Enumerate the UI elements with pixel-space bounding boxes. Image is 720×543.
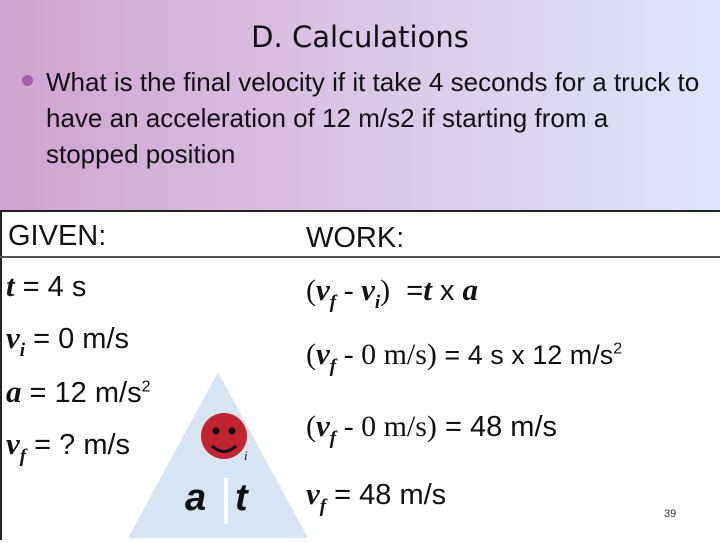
times-sign: x (431, 275, 463, 307)
vf-variable: v (316, 336, 330, 371)
vi-value: = 0 m/s (25, 323, 129, 355)
final-answer: = 48 m/s (326, 479, 447, 511)
vf-variable: v (316, 408, 330, 443)
vi-variable: v (361, 272, 375, 307)
work-line-4 (306, 476, 447, 517)
vi-variable: v (6, 320, 20, 355)
vi-subscript: i (19, 340, 26, 361)
slide-title: D. Calculations (251, 20, 469, 54)
formula-triangle (118, 372, 308, 543)
vf-subscript: f (329, 428, 337, 449)
time-value: = 4 s (14, 271, 87, 303)
vf-subscript: f (19, 446, 27, 467)
vf-variable: v (306, 476, 320, 511)
vi-subscript: i (374, 292, 381, 313)
paren-open: ( (306, 274, 316, 307)
vf-value: = ? m/s (26, 429, 131, 461)
acceleration-value: = 12 m/s (21, 377, 142, 409)
triangle-time-label: t (235, 477, 248, 519)
paren-close: ) (380, 274, 391, 307)
time-variable: t (423, 272, 432, 307)
initial-velocity-substitution: - 0 m/s) (336, 338, 437, 371)
page-number: 39 (664, 508, 677, 520)
given-final-velocity (6, 426, 131, 467)
face-icon (201, 413, 247, 459)
triangle-acceleration-label: a (185, 477, 207, 519)
triangle-corner-subscript: i (244, 448, 248, 463)
product-expression: = 4 s x 12 m/s (436, 340, 614, 370)
given-time (6, 268, 86, 304)
vf-subscript: f (319, 496, 327, 517)
paren-open: ( (306, 338, 316, 371)
work-label: WORK: (306, 222, 405, 254)
acceleration-variable: a (462, 272, 478, 307)
work-line-2 (306, 336, 623, 377)
vf-subscript: f (329, 292, 337, 313)
question-text: What is the final velocity if it take 4 seconds for a truck to have an acceleration of 12 m/s2 if starting from a stopped position (46, 67, 700, 169)
bullet-icon (22, 75, 33, 86)
equals-sign: = (390, 275, 424, 307)
paren-open: ( (306, 410, 316, 443)
box-divider (0, 256, 720, 258)
work-line-3 (306, 408, 557, 449)
acceleration-variable: a (6, 374, 22, 409)
vf-variable: v (6, 426, 20, 461)
result-expression: = 48 m/s (436, 411, 557, 443)
given-initial-velocity (6, 320, 129, 361)
acceleration-exponent: 2 (141, 378, 151, 396)
exponent: 2 (613, 340, 623, 358)
initial-velocity-substitution: - 0 m/s) (336, 410, 437, 443)
vf-subscript: f (329, 356, 337, 377)
time-variable: t (6, 268, 15, 303)
vf-variable: v (316, 272, 330, 307)
given-label: GIVEN: (8, 220, 107, 252)
work-line-1 (306, 272, 478, 313)
minus-sign: - (336, 274, 362, 307)
